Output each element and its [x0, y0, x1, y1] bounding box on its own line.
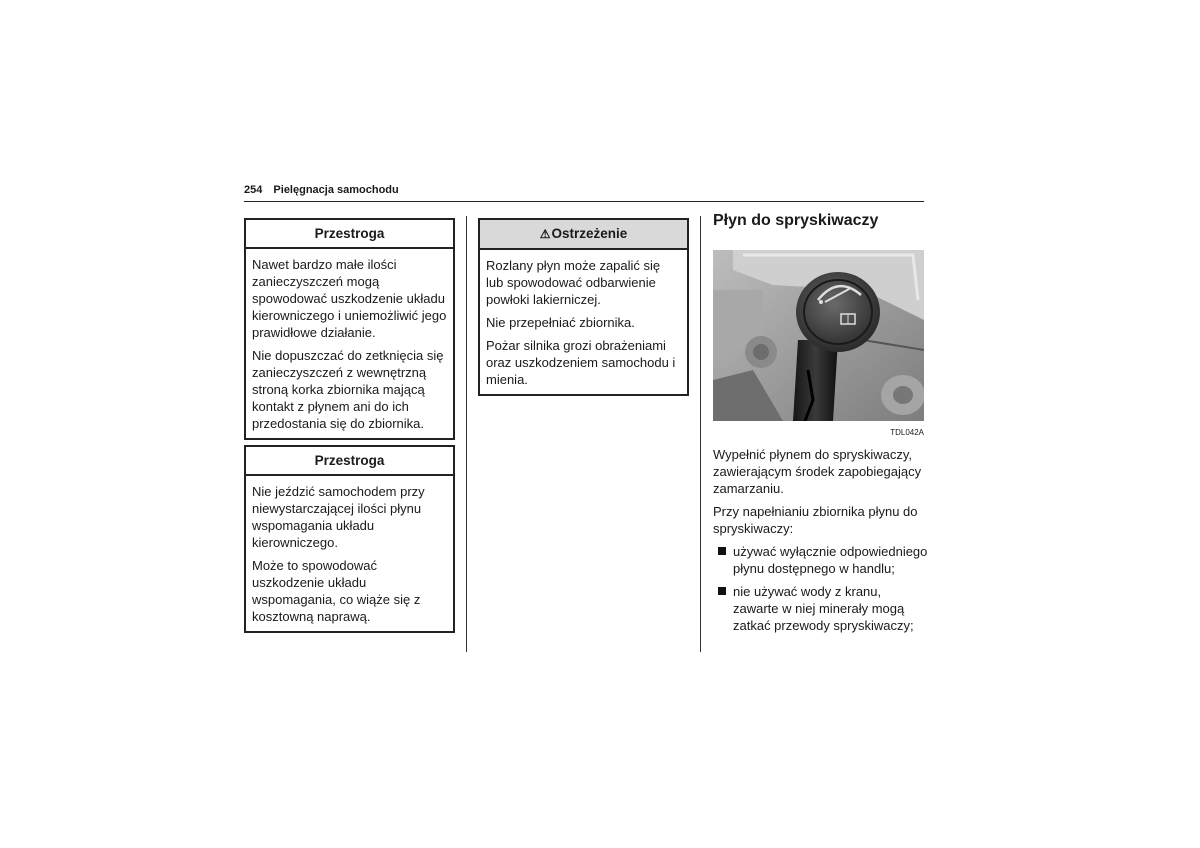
page-number: 254	[244, 184, 263, 196]
bullet-list	[713, 543, 928, 634]
column-divider-2	[700, 216, 701, 652]
warning-paragraph: Nie przepełniać zbiornika.	[486, 315, 635, 330]
caution-paragraph: Nawet bardzo małe ilości zanieczyszczeń mogą spowodować uszkodzenie układu kierowniczego i uniemożliwić jego prawidłowe działanie.	[252, 257, 447, 340]
bullet-square-icon	[718, 587, 726, 595]
caution-box-title: Przestroga	[246, 220, 453, 249]
list-item	[713, 543, 928, 577]
caution-box-2	[244, 445, 455, 633]
section-paragraph: Przy napełnianiu zbiornika płynu do spryskiwaczy:	[713, 504, 918, 536]
washer-reservoir-photo	[713, 250, 924, 421]
engine-bay-illustration	[713, 250, 924, 421]
warning-box-title	[480, 220, 687, 250]
image-caption: TDL042A	[890, 428, 924, 437]
list-item-text: używać wyłącznie odpowiedniego płynu dostępnego w handlu;	[733, 544, 928, 576]
warning-title-text: Ostrzeżenie	[551, 226, 628, 241]
warning-box	[478, 218, 689, 396]
caution-box-body	[246, 249, 453, 438]
caution-paragraph: Może to spowodować uszkodzenie układu wspomagania, co wiąże się z kosztowną naprawą.	[252, 558, 421, 624]
bullet-square-icon	[718, 547, 726, 555]
caution-box-title: Przestroga	[246, 447, 453, 476]
warning-box-body	[480, 250, 687, 394]
warning-triangle-icon: ⚠	[539, 227, 551, 241]
chapter-title: Pielęgnacja samochodu	[273, 184, 399, 196]
caution-paragraph: Nie jeździć samochodem przy niewystarczającej ilości płynu wspomagania układu kierowniczego.	[252, 484, 425, 550]
warning-paragraph: Rozlany płyn może zapalić się lub spowodować odbarwienie powłoki lakierniczej.	[486, 258, 661, 307]
list-item	[713, 583, 928, 634]
caution-paragraph: Nie dopuszczać do zetknięcia się zanieczyszczeń z wewnętrzną stroną korka zbiornika mającą kontakt z płynem ani do ich przedostania się do zbiornika.	[252, 348, 444, 431]
caution-box-body	[246, 476, 453, 631]
page-header	[244, 184, 924, 202]
section-body	[713, 446, 928, 640]
caution-box-1	[244, 218, 455, 440]
section-paragraph: Wypełnić płynem do spryskiwaczy, zawierającym środek zapobiegający zamarzaniu.	[713, 447, 922, 496]
section-title: Płyn do spryskiwaczy	[713, 212, 879, 229]
warning-paragraph: Pożar silnika grozi obrażeniami oraz uszkodzeniem samochodu i mienia.	[486, 338, 676, 387]
column-divider-1	[466, 216, 467, 652]
list-item-text: nie używać wody z kranu, zawarte w niej minerały mogą zatkać przewody spryskiwaczy;	[733, 584, 914, 633]
